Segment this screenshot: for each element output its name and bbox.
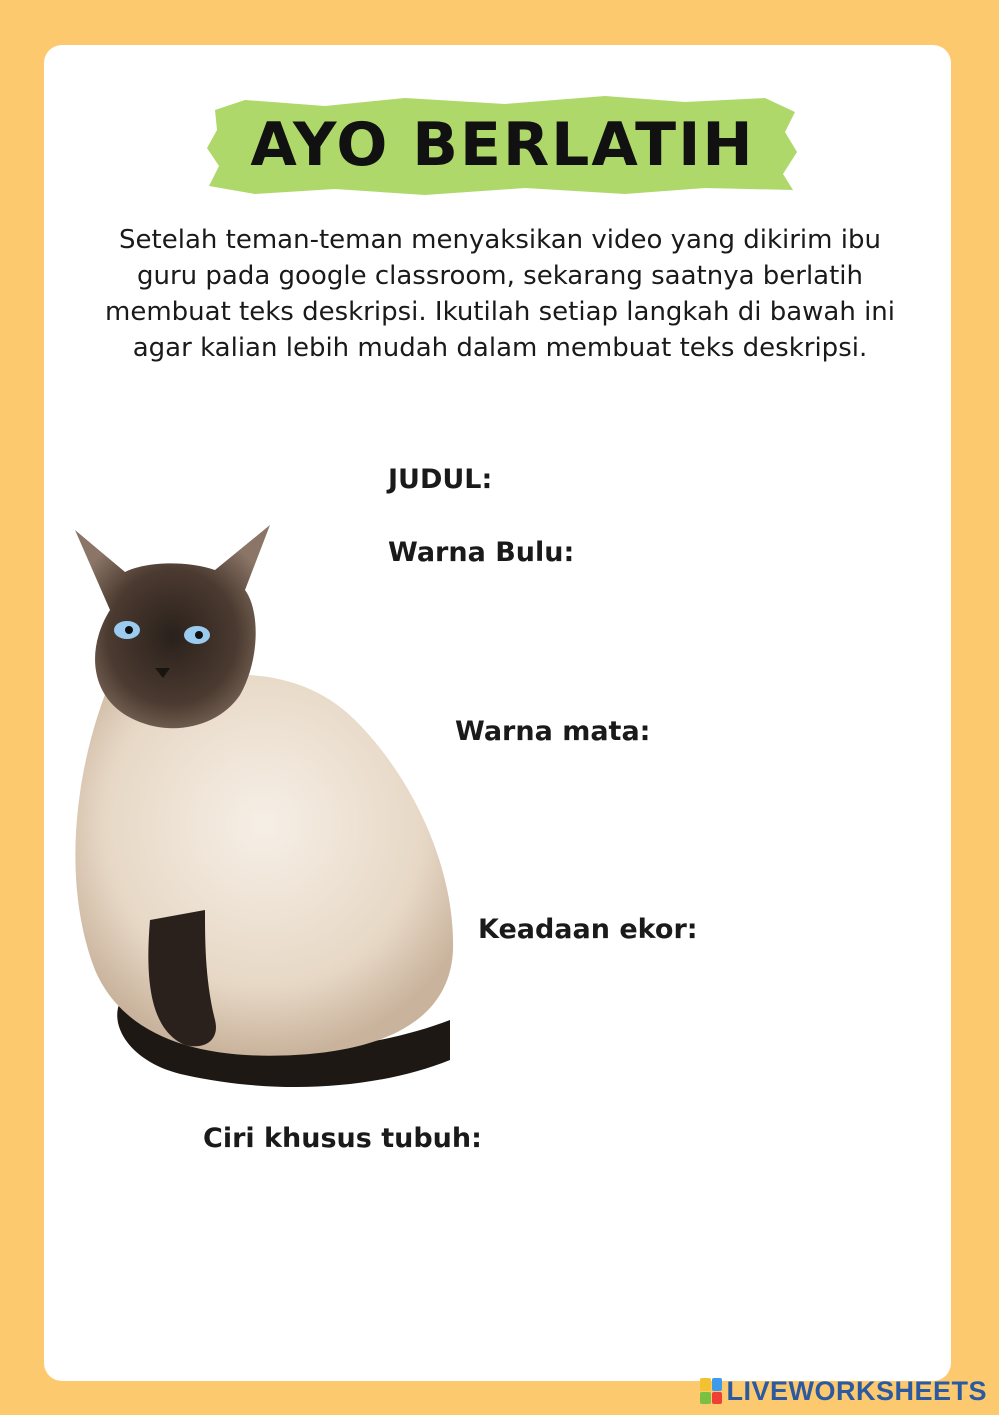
field-label-ciri-khusus: Ciri khusus tubuh:	[203, 1123, 482, 1154]
field-label-warna-bulu: Warna Bulu:	[388, 537, 575, 568]
field-label-judul: JUDUL:	[388, 464, 493, 495]
siamese-cat-icon	[55, 500, 455, 1110]
brand-name[interactable]: LIVEWORKSHEETS	[726, 1375, 987, 1406]
title-banner	[205, 92, 800, 197]
intro-paragraph: Setelah teman-teman menyaksikan video yang dikirim ibu guru pada google classroom, sekarang saatnya berlatih membuat teks deskripsi. Ikutilah setiap langkah di bawah ini agar kalian lebih mudah dalam membuat teks deskripsi.	[105, 225, 895, 363]
footer-brand	[700, 1374, 987, 1408]
page-title: AYO BERLATIH	[250, 109, 755, 180]
field-label-keadaan-ekor: Keadaan ekor:	[478, 914, 698, 945]
liveworksheets-logo-icon	[700, 1378, 722, 1404]
field-label-warna-mata: Warna mata:	[455, 716, 651, 747]
